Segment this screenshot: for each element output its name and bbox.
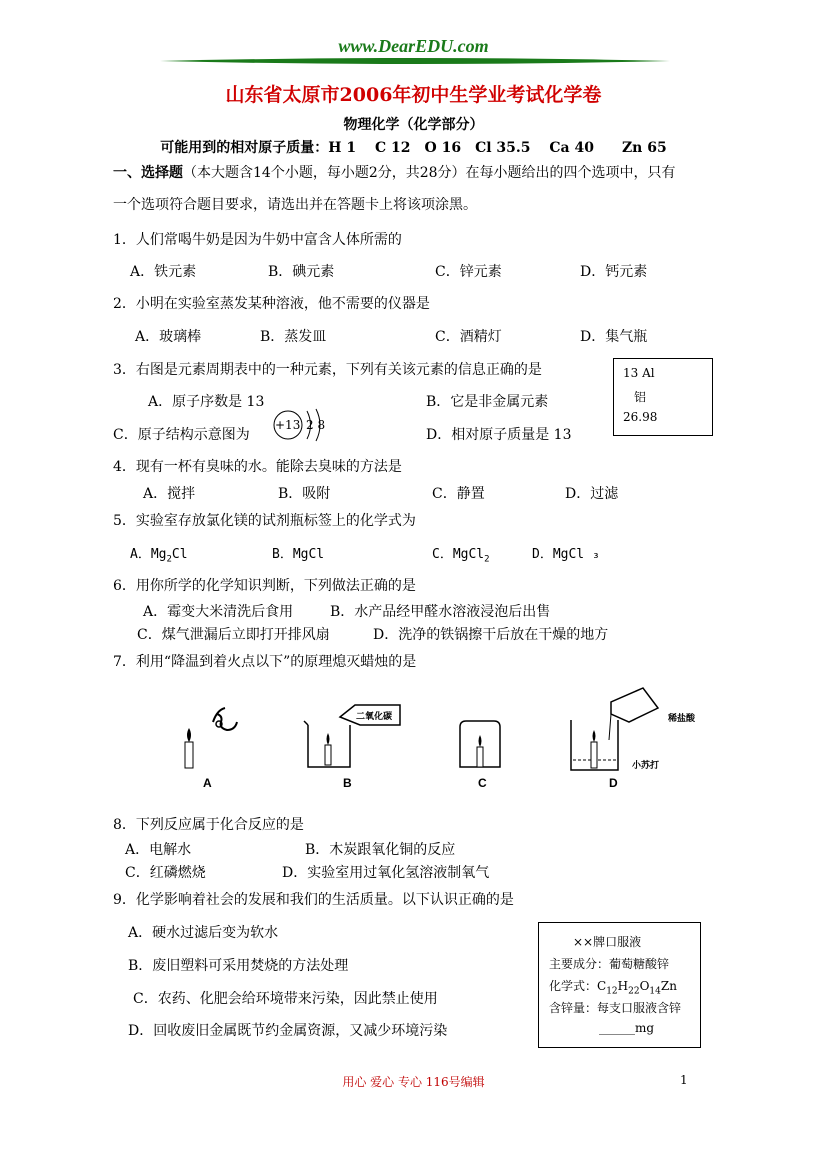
q3-stem: 3．右图是元素周期表中的一种元素，下列有关该元素的信息正确的是 — [113, 362, 542, 378]
q3-option-d[interactable]: D．相对原子质量是 13 — [426, 427, 572, 443]
q9-option-b[interactable]: B．废旧塑料可采用焚烧的方法处理 — [128, 958, 349, 974]
figure-b-label: B — [343, 776, 352, 790]
page-number: 1 — [680, 1073, 688, 1087]
element-number-symbol: 13 Al — [623, 366, 655, 380]
q9-stem: 9．化学影响着社会的发展和我们的生活质量。以下认识正确的是 — [113, 892, 514, 908]
q6-option-c[interactable]: C．煤气泄漏后立即打开排风扇 — [137, 627, 330, 643]
q6-option-b[interactable]: B．水产品经甲醛水溶液浸泡后出售 — [330, 604, 551, 620]
q4-option-b[interactable]: B．吸附 — [278, 486, 331, 502]
zinc-content: 含锌量：每支口服液含锌 — [549, 1001, 682, 1015]
q1-option-a[interactable]: A．铁元素 — [130, 264, 197, 280]
q7-stem: 7．利用“降温到着火点以下”的原理熄灭蜡烛的是 — [113, 654, 417, 670]
q4-stem: 4．现有一杯有臭味的水。能除去臭味的方法是 — [113, 459, 402, 475]
figure-a-label: A — [203, 776, 212, 790]
q1-option-c[interactable]: C．锌元素 — [435, 264, 502, 280]
q4-option-c[interactable]: C．静置 — [432, 486, 485, 502]
main-ingredient: 主要成分：葡萄糖酸锌 — [549, 957, 670, 971]
co2-label: 二氧化碳 — [356, 712, 393, 722]
section-intro-2: 一个选项符合题目要求，请选出并在答题卡上将该项涂黑。 — [113, 197, 477, 213]
element-mass: 26.98 — [623, 410, 658, 424]
q5-stem: 5．实验室存放氯化镁的试剂瓶标签上的化学式为 — [113, 513, 416, 529]
q8-option-c[interactable]: C．红磷燃烧 — [125, 865, 206, 881]
q6-option-a[interactable]: A．霉变大米清洗后食用 — [143, 604, 294, 620]
page-title: 山东省太原市2006年初中生学业考试化学卷 — [225, 84, 602, 106]
q1-stem: 1．人们常喝牛奶是因为牛奶中富含人体所需的 — [113, 232, 402, 248]
q8-option-d[interactable]: D．实验室用过氧化氢溶液制氧气 — [282, 865, 490, 881]
zinc-amount-blank[interactable]: ______mg — [599, 1021, 655, 1035]
figure-a-candle-snuff-icon — [175, 700, 245, 772]
figure-c-covered-candle-icon — [455, 717, 505, 772]
soda-label: 小苏打 — [632, 761, 660, 771]
q3-option-a[interactable]: A．原子序数是 13 — [148, 394, 265, 410]
chemical-formula: 化学式：$C_{12}H_{22}O_{14}Zn$ — [549, 979, 677, 997]
q2-option-d[interactable]: D．集气瓶 — [580, 329, 648, 345]
element-name: 铝 — [634, 390, 647, 404]
atomic-masses: 可能用到的相对原子质量：H 1 C 12 O 16 Cl 35.5 Ca 40 Zn 65 — [160, 140, 667, 156]
q9-option-c[interactable]: C．农药、化肥会给环境带来污染，因此禁止使用 — [133, 991, 438, 1007]
q3-option-b[interactable]: B．它是非金属元素 — [426, 394, 549, 410]
element-card — [613, 358, 713, 436]
product-name: ××牌口服液 — [573, 935, 642, 949]
q2-option-c[interactable]: C．酒精灯 — [435, 329, 502, 345]
nucleus-charge: +13 — [275, 418, 301, 432]
atom-structure-diagram — [272, 406, 332, 444]
q1-option-b[interactable]: B．碘元素 — [268, 264, 335, 280]
q8-option-b[interactable]: B．木炭跟氧化铜的反应 — [305, 842, 456, 858]
q5-option-d[interactable]: D．MgCl ₃ — [532, 547, 600, 562]
acid-label: 稀盐酸 — [668, 714, 696, 724]
q2-option-a[interactable]: A．玻璃棒 — [135, 329, 202, 345]
q2-option-b[interactable]: B．蒸发皿 — [260, 329, 327, 345]
q9-option-a[interactable]: A．硬水过滤后变为软水 — [128, 925, 279, 941]
q1-option-d[interactable]: D．钙元素 — [580, 264, 648, 280]
q4-option-d[interactable]: D．过滤 — [565, 486, 619, 502]
site-logo[interactable]: www.DearEDU.com — [338, 36, 489, 56]
q3-option-c[interactable]: C．原子结构示意图为 — [113, 427, 250, 443]
q4-option-a[interactable]: A．搅拌 — [143, 486, 196, 502]
section-heading: 一、选择题 — [113, 165, 183, 181]
q5-option-c[interactable]: C．MgCl$_2$ — [432, 547, 490, 565]
q6-option-d[interactable]: D．洗净的铁锅擦干后放在干燥的地方 — [373, 627, 609, 643]
q9-option-d[interactable]: D．回收废旧金属既节约金属资源，又减少环境污染 — [128, 1023, 448, 1039]
section-intro-1: 一、选择题（本大题含14个小题，每小题2分，共28分）在每小题给出的四个选项中，只有 — [113, 165, 676, 181]
oral-liquid-label-box — [538, 922, 701, 1048]
q5-option-a[interactable]: A．$Mg_2Cl$ — [130, 547, 188, 565]
q2-stem: 2．小明在实验室蒸发某种溶液，他不需要的仪器是 — [113, 296, 430, 312]
q8-option-a[interactable]: A．电解水 — [125, 842, 192, 858]
q5-option-b[interactable]: B．MgCl — [272, 547, 325, 562]
footer-text: 用心 爱心 专心 116号编辑 — [342, 1075, 485, 1089]
q8-stem: 8．下列反应属于化合反应的是 — [113, 817, 304, 833]
q6-stem: 6．用你所学的化学知识判断，下列做法正确的是 — [113, 578, 416, 594]
figure-c-label: C — [478, 776, 487, 790]
figure-d-label: D — [609, 776, 618, 790]
electron-shells: 2 8 — [306, 418, 326, 432]
subtitle: 物理化学（化学部分） — [343, 117, 484, 133]
